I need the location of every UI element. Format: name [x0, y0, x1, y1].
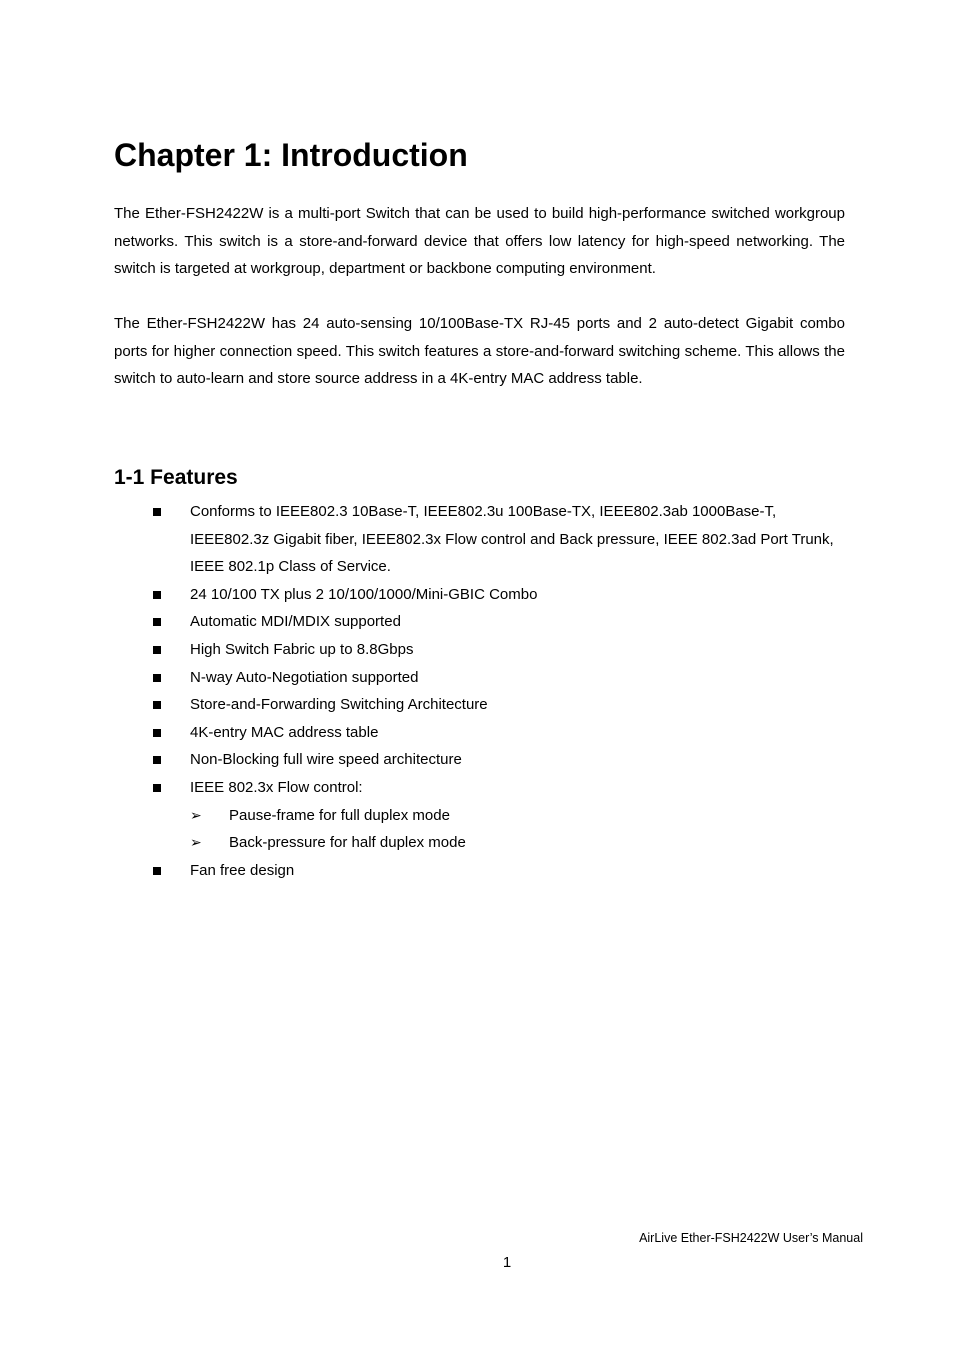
square-bullet-icon: [153, 867, 161, 875]
arrow-bullet-icon: ➢: [190, 806, 202, 823]
list-item: [0, 498, 954, 581]
intro-paragraph-2: The Ether-FSH2422W has 24 auto-sensing 10/100Base-TX RJ-45 ports and 2 auto-detect Gigabit combo ports for higher connection speed. This switch features a store-and-forward switching scheme. This allows the switch to auto-learn and store source address in a 4K-entry MAC address table.: [114, 315, 845, 388]
page-number: 1: [502, 1254, 512, 1271]
sub-list-item: [0, 802, 954, 830]
list-item-text: IEEE 802.3x Flow control:: [190, 778, 363, 796]
list-item-text: Fan free design: [190, 861, 295, 879]
list-item-text: Non-Blocking full wire speed architecture: [190, 751, 462, 769]
sub-list-item-text: Back-pressure for half duplex mode: [229, 834, 466, 852]
list-item-text: Conforms to IEEE802.3 10Base-T, IEEE802.3u 100Base-TX, IEEE802.3ab 1000Base-T, IEEE802.3z Gigabit fiber, IEEE802.3x Flow control and Back pressure, IEEE 802.3ad Port Trunk, IEEE 802.1p Class of Service.: [190, 503, 834, 576]
square-bullet-icon: [153, 646, 161, 654]
list-item: [0, 719, 954, 747]
list-item: [0, 636, 954, 664]
sub-list-item: [0, 829, 954, 857]
list-item: [0, 746, 954, 774]
list-item-text: N-way Auto-Negotiation supported: [190, 668, 419, 686]
flow-control-sublist: [0, 802, 954, 857]
square-bullet-icon: [153, 618, 161, 626]
list-item: [0, 581, 954, 609]
list-item-text: Automatic MDI/MDIX supported: [190, 613, 401, 631]
list-item-text: 4K-entry MAC address table: [190, 723, 379, 741]
square-bullet-icon: [153, 756, 161, 764]
intro-paragraph-1: The Ether-FSH2422W is a multi-port Switch that can be used to build high-performance switched workgroup networks. This switch is a store-and-forward device that offers low latency for high-speed networking. The switch is targeted at workgroup, department or backbone computing environment.: [114, 205, 845, 278]
list-item-text: 24 10/100 TX plus 2 10/100/1000/Mini-GBIC Combo: [190, 585, 538, 603]
list-item: [0, 608, 954, 636]
square-bullet-icon: [153, 701, 161, 709]
chapter-title: Chapter 1: Introduction: [114, 137, 468, 173]
square-bullet-icon: [153, 784, 161, 792]
sub-list-item-text: Pause-frame for full duplex mode: [229, 806, 450, 824]
square-bullet-icon: [153, 674, 161, 682]
list-item-text: Store-and-Forwarding Switching Architecture: [190, 696, 488, 714]
footer-manual-name: AirLive Ether-FSH2422W User’s Manual: [639, 1231, 863, 1245]
square-bullet-icon: [153, 591, 161, 599]
list-item: [0, 774, 954, 857]
list-item-text: High Switch Fabric up to 8.8Gbps: [190, 640, 414, 658]
square-bullet-icon: [153, 508, 161, 516]
list-item: [0, 664, 954, 692]
square-bullet-icon: [153, 729, 161, 737]
features-list: [0, 498, 954, 884]
arrow-bullet-icon: ➢: [190, 834, 202, 851]
features-section-title: 1-1 Features: [114, 466, 238, 489]
list-item: [0, 691, 954, 719]
list-item: [0, 857, 954, 885]
